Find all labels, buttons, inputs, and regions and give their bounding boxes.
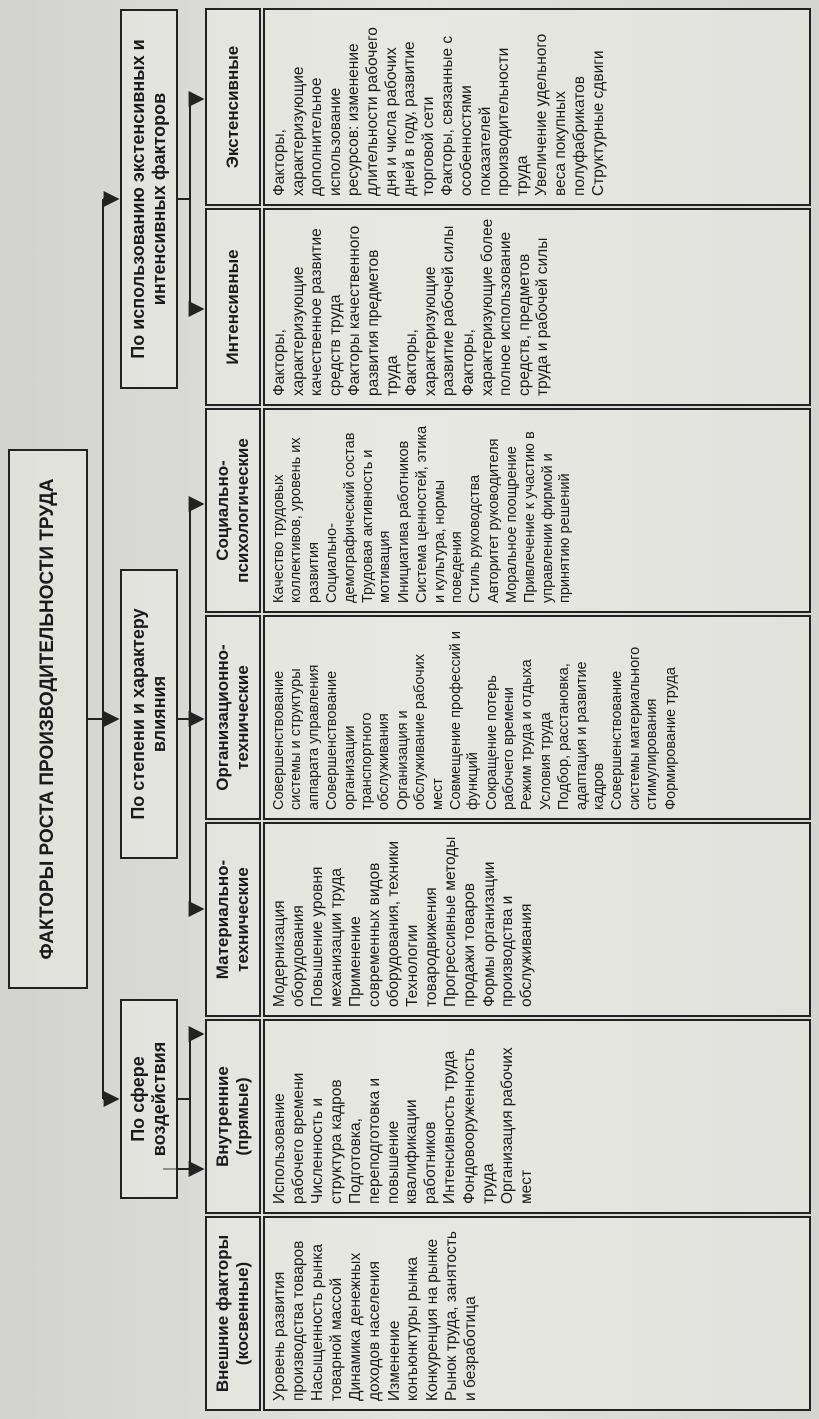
group-intensive-extensive-box <box>120 9 178 389</box>
list-item: Факторы, характеризующие качественное развитие средств труда <box>271 228 344 396</box>
root-title: ФАКТОРЫ РОСТА ПРОИЗВОДИТЕЛЬНОСТИ ТРУДА <box>37 478 59 960</box>
social-psychological-list <box>263 408 811 613</box>
category-external-header: Внешние факторы (косвенные) <box>205 1216 261 1411</box>
category-social-header: Социально-психологические <box>205 408 261 613</box>
list-item: Совершенствование системы материального стимулирования <box>609 646 661 810</box>
list-item: Режим труда и отдыха <box>519 659 536 810</box>
list-item: Увеличение удельного веса покупных полуфабрикатов <box>533 33 588 196</box>
category-internal-header: Внутренние (прямые) <box>205 1019 261 1214</box>
root-title-box <box>8 449 88 989</box>
list-item: Изменение конъюнктуры рынка <box>385 1257 422 1401</box>
list-item: Интенсивность труда <box>441 1050 459 1204</box>
category-extensive-header: Экстенсивные <box>205 8 261 206</box>
list-item: Повышение уровня механизации труда <box>309 866 345 1007</box>
external-factors-list <box>263 1216 811 1411</box>
list-item: Моральное поощрение <box>504 446 521 603</box>
list-item: Система ценностей, этика и культура, нормы поведения <box>414 425 465 603</box>
list-item: Организация рабочих мест <box>499 1047 535 1204</box>
group-sphere-box <box>120 999 178 1199</box>
list-item: Применение современных видов оборудования, техники <box>347 841 402 1007</box>
category-material-header: Материально-технические <box>205 822 261 1017</box>
list-item: Уровень развития производства товаров <box>271 1240 307 1401</box>
list-item: Совершенствование системы и структуры аппарата управления <box>271 664 322 810</box>
organizational-technical-list <box>263 615 811 820</box>
internal-factors-list <box>263 1019 811 1214</box>
list-item: Инициатива работников <box>395 440 412 603</box>
list-item: Технологии товародвижения <box>404 887 440 1007</box>
list-item: Факторы, характеризующие дополнительное использование ресурсов: изменение длительности рабочего дня и числа рабочих дней в году, развитие торговой сети <box>271 27 437 196</box>
list-item: Использование рабочего времени <box>271 1072 307 1204</box>
list-item: Авторитет руководителя <box>485 438 502 603</box>
list-item: Качество трудовых коллективов, уровень их развития <box>271 437 322 603</box>
list-item: Динамика денежных доходов населения <box>347 1252 383 1401</box>
list-item: Факторы, характеризующие развитие рабочей силы <box>403 225 458 396</box>
list-item: Факторы, связанные с особенностями показателей производительности труда <box>439 35 531 196</box>
list-item: Конкуренция на рынке <box>423 1238 441 1401</box>
category-intensive-header: Интенсивные <box>205 208 261 406</box>
list-item: Насыщенность рынка товарной массой <box>309 1244 345 1401</box>
list-item: Формирование труда <box>662 667 679 810</box>
list-item: Численность и структура кадров <box>309 1079 345 1204</box>
list-item: Факторы, характеризующие более полное использование средств, предметов труда и рабочей силы <box>459 218 552 396</box>
category-organizational-header: Организационно-технические <box>205 615 261 820</box>
list-item: Модернизация оборудования <box>271 900 307 1007</box>
list-item: Формы организации производства и обслуживания <box>480 861 535 1007</box>
list-item: Рынок труда, занятость и безработица <box>443 1231 479 1401</box>
list-item: Организация и обслуживание рабочих мест <box>394 653 446 810</box>
list-item: Совмещение профессий и функций <box>447 631 482 810</box>
list-item: Стиль руководства <box>467 474 484 603</box>
list-item: Прогрессивные методы продажи товаров <box>442 836 478 1007</box>
list-item: Подбор, расстановка, адаптация и развитие кадров <box>556 661 608 810</box>
group-character-title: По степени и характеру влияния <box>128 608 169 820</box>
list-item: Условия труда <box>537 712 554 810</box>
list-item: Привлечение к участию в управлении фирмой и принятию решений <box>522 431 574 603</box>
list-item: Социально-демографический состав <box>324 432 358 603</box>
list-item: Трудовая активность и мотивация <box>359 449 394 603</box>
list-item: Сокращение потерь рабочего времени <box>483 675 518 810</box>
material-technical-list <box>263 822 811 1017</box>
list-item: Структурные сдвиги <box>590 50 608 196</box>
list-item: Фондовооруженность труда <box>460 1048 497 1204</box>
group-intensive-extensive-title: По использованию экстенсивных и интенсивных факторов <box>128 39 169 359</box>
extensive-factors-list <box>263 8 811 206</box>
list-item: Факторы качественного развития предметов труда <box>346 225 401 396</box>
group-character-box <box>120 569 178 859</box>
list-item: Подготовка, переподготовка и повышение квалификации работников <box>347 1077 439 1204</box>
intensive-factors-list <box>263 208 811 406</box>
group-sphere-title: По сфере воздействия <box>128 1041 169 1157</box>
list-item: Совершенствование организации транспортного обслуживания <box>324 670 393 810</box>
